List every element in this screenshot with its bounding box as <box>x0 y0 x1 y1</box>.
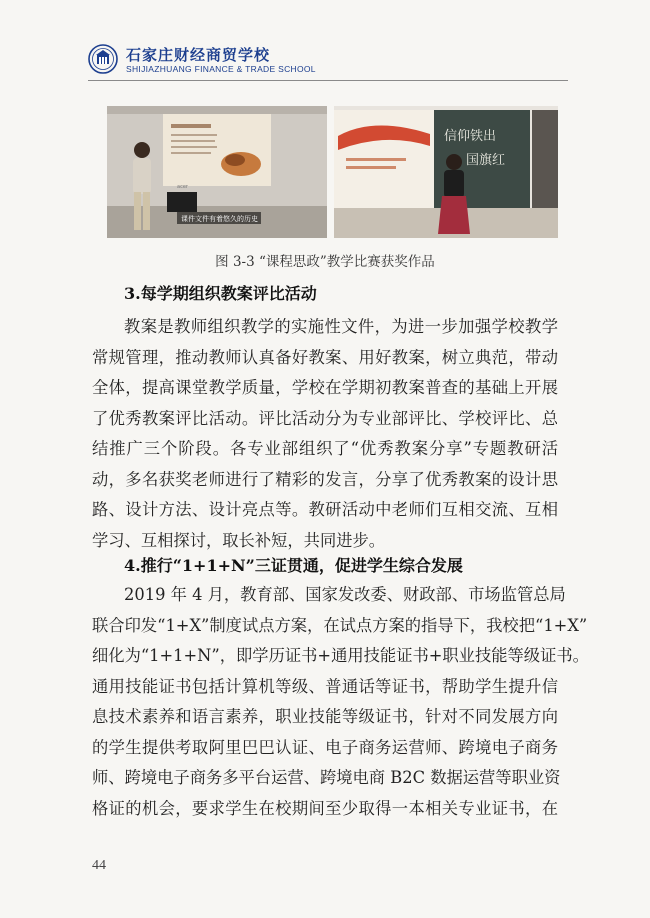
school-name-en: SHIJIAZHUANG FINANCE & TRADE SCHOOL <box>126 64 316 74</box>
award-photo-left <box>107 106 327 238</box>
text-line: 路、设计方法、设计亮点等。教研活动中老师们互相交流、互相 <box>92 500 558 519</box>
video-subtitle: 课件文件有着悠久的历史 <box>181 215 258 223</box>
text-line: 师、跨境电子商务多平台运营、跨境电商 B2C 数据运营等职业资 <box>92 768 561 787</box>
text-line: 通用技能证书包括计算机等级、普通话等证书，帮助学生提升信 <box>92 676 558 696</box>
text-line: 结推广三个阶段。各专业部组织了“优秀教案分享”专题教研活 <box>92 439 558 458</box>
board-text-1: 信仰铁出 <box>444 129 497 144</box>
school-emblem-icon <box>88 44 118 74</box>
text-line: 常规管理，推动教师认真备好教案、用好教案，树立典范，带动 <box>92 347 558 367</box>
figure-caption: 图 3-3 “课程思政”教学比赛获奖作品 <box>215 254 435 270</box>
section-3-paragraph <box>92 312 558 556</box>
award-photo-right <box>334 106 558 238</box>
screen-label: acer <box>177 184 188 190</box>
text-line: 教案是教师组织教学的实施性文件，为进一步加强学校教学 <box>124 317 558 336</box>
page-header <box>88 44 568 84</box>
text-line: 2019 年 4 月，教育部、国家发改委、财政部、市场监管总局 <box>124 585 566 604</box>
school-name-cn: 石家庄财经商贸学校 <box>126 46 271 64</box>
text-line: 学习、互相探讨，取长补短，共同进步。 <box>92 530 386 550</box>
section-4-paragraph <box>92 580 589 824</box>
text-line: 的学生提供考取阿里巴巴认证、电子商务运营师、跨境电子商务 <box>92 737 558 757</box>
text-line: 了优秀教案评比活动。评比活动分为专业部评比、学校评比、总 <box>92 408 558 428</box>
text-line: 全体，提高课堂教学质量，学校在学期初教案普查的基础上开展 <box>92 378 558 397</box>
text-line: 动，多名获奖老师进行了精彩的发言，分享了优秀教案的设计思 <box>92 469 558 489</box>
page-number: 44 <box>92 858 106 873</box>
section-4-heading: 4.推行“1+1+N”三证贯通，促进学生综合发展 <box>124 556 463 575</box>
header-divider <box>88 80 568 81</box>
text-line: 联合印发“1+X”制度试点方案，在试点方案的指导下，我校把“1+X” <box>92 615 588 635</box>
text-line: 格证的机会，要求学生在校期间至少取得一本相关专业证书，在 <box>92 798 558 818</box>
section-3-heading: 3.每学期组织教案评比活动 <box>124 284 317 303</box>
board-text-2: 国旗红 <box>466 153 506 168</box>
text-line: 细化为“1+1+N”，即学历证书+通用技能证书+职业技能等级证书。 <box>92 646 589 665</box>
text-line: 息技术素养和语言素养，职业技能等级证书，针对不同发展方向 <box>92 707 558 726</box>
